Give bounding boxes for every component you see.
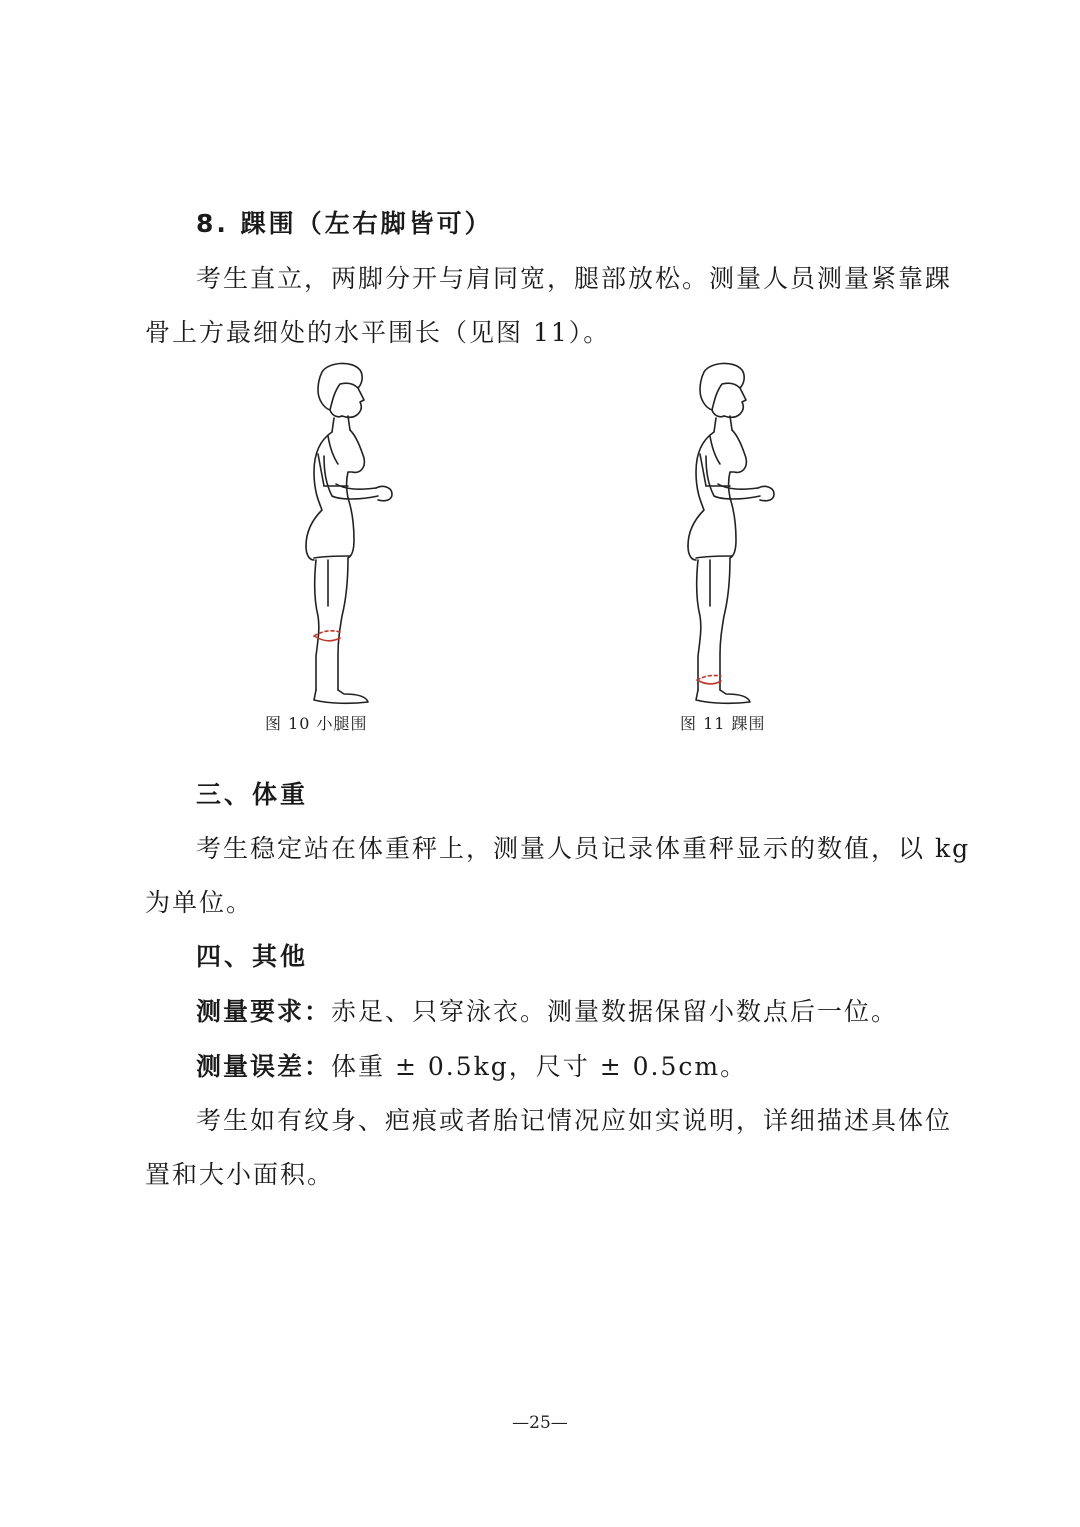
measurement-requirement-line xyxy=(196,997,898,1027)
figure-10-caption: 图 10 小腿围 xyxy=(265,714,368,733)
measurement-requirement-label: 测量要求： xyxy=(196,997,332,1026)
measurement-error-text: 体重 ± 0.5kg，尺寸 ± 0.5cm。 xyxy=(331,1052,748,1081)
measurement-error-label: 测量误差： xyxy=(196,1052,332,1081)
figure-11-caption: 图 11 踝围 xyxy=(680,714,766,733)
section-3-paragraph-line-2: 为单位。 xyxy=(145,888,254,917)
figure-11-ankle-illustration xyxy=(672,360,802,710)
section-4-heading: 四、其他 xyxy=(196,942,309,971)
section-3-heading: 三、体重 xyxy=(196,780,309,809)
section-4-note-line-1: 考生如有纹身、疤痕或者胎记情况应如实说明，详细描述具体位 xyxy=(196,1106,953,1135)
page-number: —25— xyxy=(512,1413,568,1433)
figure-10-calf-illustration xyxy=(290,360,420,710)
measurement-requirement-text: 赤足、只穿泳衣。测量数据保留小数点后一位。 xyxy=(331,997,899,1026)
section-8-paragraph-line-2: 骨上方最细处的水平围长（见图 11）。 xyxy=(145,318,611,347)
measurement-error-line xyxy=(196,1052,747,1082)
section-8-paragraph-line-1: 考生直立，两脚分开与肩同宽，腿部放松。测量人员测量紧靠踝 xyxy=(196,264,953,293)
section-8-heading: 8. 踝围（左右脚皆可） xyxy=(196,209,493,238)
section-3-paragraph-line-1: 考生稳定站在体重秤上，测量人员记录体重秤显示的数值，以 kg xyxy=(196,834,971,863)
section-4-note-line-2: 置和大小面积。 xyxy=(145,1160,335,1189)
